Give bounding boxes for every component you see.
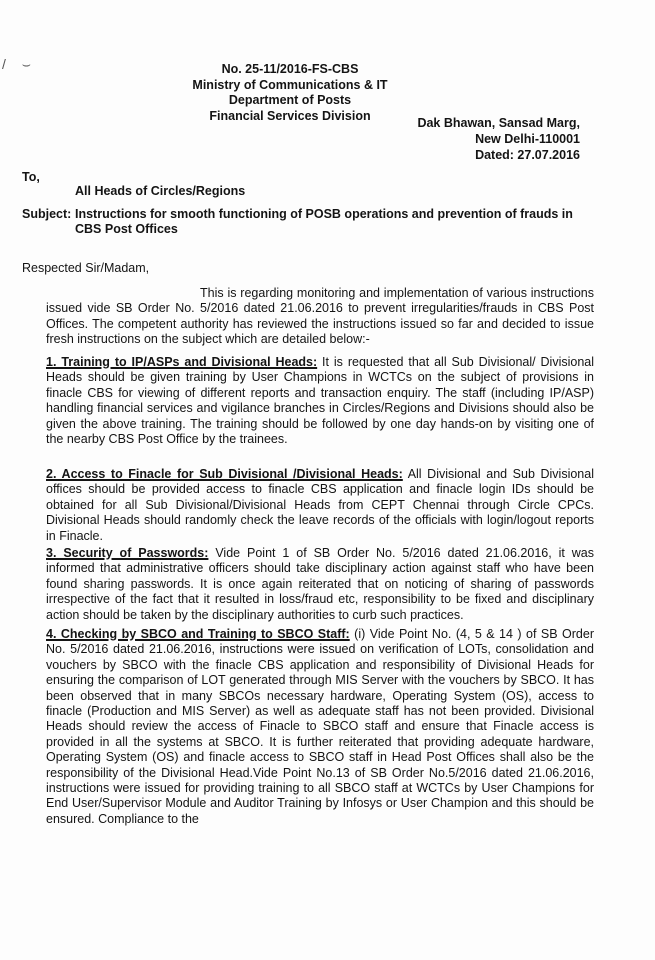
section-4 (46, 627, 594, 827)
subject-line (22, 207, 602, 237)
subject-label: Subject: (22, 207, 72, 221)
file-number: No. 25-11/2016-FS-CBS (221, 62, 359, 76)
address-line-2: New Delhi-110001 (475, 132, 580, 146)
division-name: Financial Services Division (209, 108, 371, 123)
margin-mark: / ⌣ (2, 56, 37, 72)
ministry-name: Ministry of Communications & IT (192, 77, 388, 92)
section-3 (46, 546, 594, 623)
section-body: It is requested that all Sub Divisional/ Divisional Heads should be given training by User Champions in WCTCs on the subject of provisions in finacle CBS for viewing of different reports and transaction enquiry. The staff (including IP/ASP) handling financial services and vigilance branches in Circles/Regions and Divisions should also be given the above training. The training should be followed by one day hands-on by visiting one of the nearby CBS Post Office by the trainees. (46, 355, 595, 447)
section-heading: 4. Checking by SBCO and Training to SBCO Staff: (46, 627, 350, 641)
section-body: (i) Vide Point No. (4, 5 & 14 ) of SB Order No. 5/2016 dated 21.06.2016, instructions were issued on verification of LOTs, consolidation and vouchers by SBCO with the finacle CBS application and responsibility of Divisional Heads for ensuring the comparison of LOT generated through MIS Server with the vouchers by SBCO. It has been observed that in many SBCOs necessary hardware, Operating System (OS), access to finacle (Production and MIS Server) as well as adequate staff has not been provided. Divisional Heads should review the access of Finacle to SBCO staff and ensure that Finacle access is provided in all the systems at SBCO. It is further reiterated that providing adequate hardware, Operating System (OS) and finacle access to SBCO staff in Head Post Offices shall also be the responsibility of the Divisional Head.Vide Point No.13 of SB Order No.5/2016 dated 21.06.2016, instructions were issued for providing training to all SBCO staff at WCTCs by User Champions for End User/Supervisor Module and Auditor Training by Infosys or User Champion and this should be ensured. Compliance to the (46, 627, 594, 826)
to-label: To, (22, 170, 40, 184)
department-name: Department of Posts (228, 93, 352, 107)
recipient-name: All Heads of Circles/Regions (75, 184, 246, 198)
section-body: Vide Point 1 of SB Order No. 5/2016 dated 21.06.2016, it was informed that administrative officers should take disciplinary action against staff who have been found sharing passwords. It is once again reiterated that on noticing of sharing of passwords irrespective of the fact that it resulted in loss/fraud etc, responsibility to be fixed and disciplinary action should be taken by the disciplinary authorities to curb such practices. (46, 546, 594, 622)
section-heading: 1. Training to IP/ASPs and Divisional Heads: (46, 355, 318, 369)
section-heading: 3. Security of Passwords: (46, 546, 209, 560)
section-2 (46, 467, 594, 544)
section-body: All Divisional and Sub Divisional offices should be provided access to finacle CBS application and finacle login IDs should be obtained for all Sub Divisional/Divisional Heads from CEPT Chennai through Circle CPCs. Divisional Heads should randomly check the leave records of the officials with login/logout reports in Finacle. (46, 467, 594, 543)
subject-text: Instructions for smooth functioning of POSB operations and prevention of frauds in CBS Post Offices (75, 207, 573, 236)
address-line-1: Dak Bhawan, Sansad Marg, (417, 116, 580, 130)
section-heading: 2. Access to Finacle for Sub Divisional /Divisional Heads: (46, 467, 403, 481)
sender-address (380, 115, 580, 163)
letter-date: Dated: 27.07.2016 (475, 148, 580, 162)
section-1 (46, 355, 594, 447)
intro-paragraph: This is regarding monitoring and implementation of various instructions issued vide SB Order No. 5/2016 dated 21.06.2016 to prevent irregularities/frauds in CBS Post Offices. The competent authority has reviewed the instructions issued so far and decided to issue fresh instructions on the subject which are detailed below:- (46, 286, 594, 347)
salutation: Respected Sir/Madam, (22, 261, 150, 275)
